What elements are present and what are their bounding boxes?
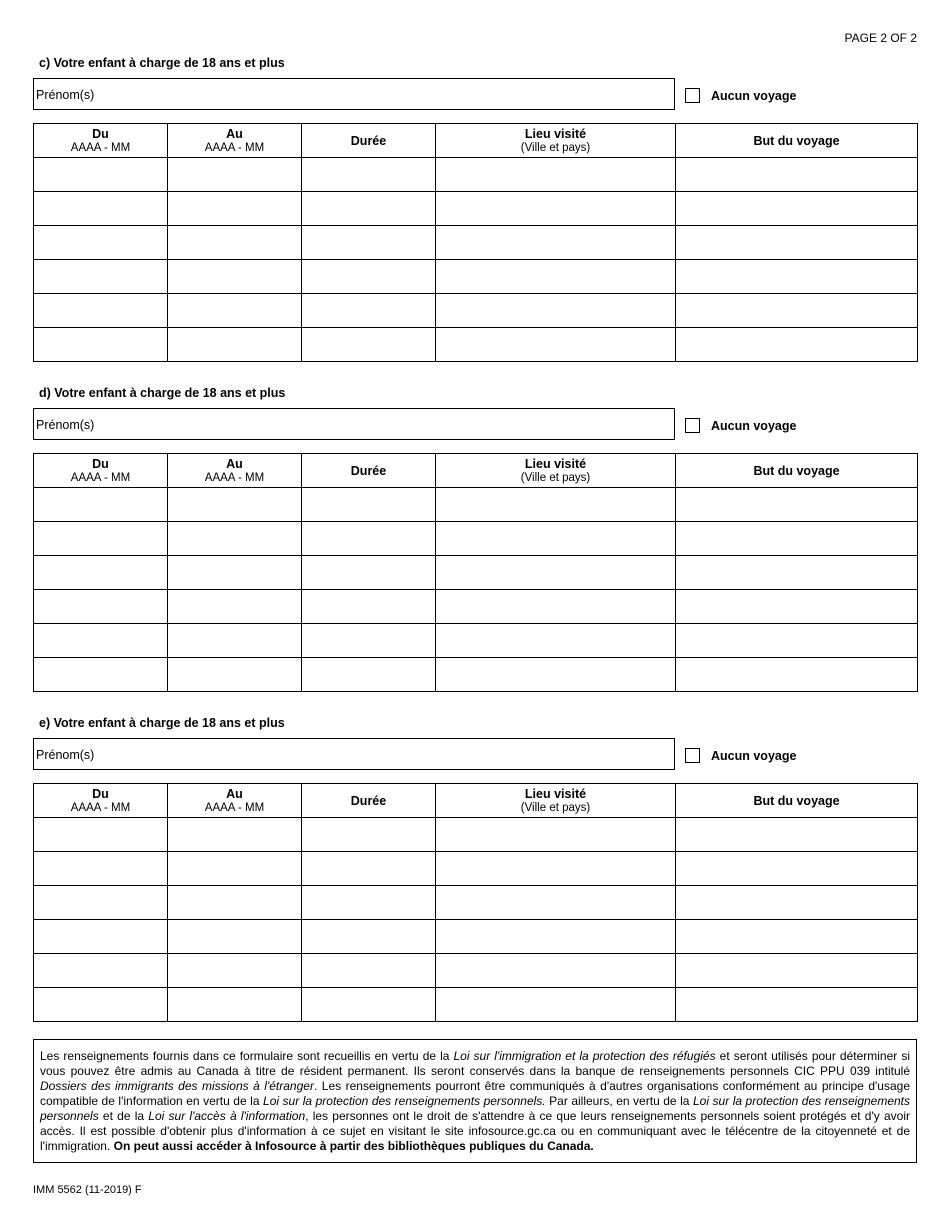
table-cell-input[interactable] (302, 294, 436, 328)
no-travel-label: Aucun voyage (711, 748, 797, 763)
table-cell-input[interactable] (676, 556, 918, 590)
table-cell-input[interactable] (676, 818, 918, 852)
table-cell-input[interactable] (436, 852, 676, 886)
travel-table-body (34, 158, 918, 362)
privacy-text: Les renseignements fournis dans ce formulaire sont recueillis en vertu de la (40, 1049, 454, 1063)
table-cell-input[interactable] (676, 886, 918, 920)
column-header (34, 784, 168, 818)
table-cell-input[interactable] (676, 328, 918, 362)
table-cell-input[interactable] (302, 954, 436, 988)
table-cell-input[interactable] (168, 192, 302, 226)
table-cell-input[interactable] (436, 294, 676, 328)
table-row (34, 818, 918, 852)
privacy-law-title: Loi sur la protection des renseignements personnels. (263, 1094, 546, 1108)
no-travel-option[interactable] (685, 748, 796, 763)
no-travel-checkbox[interactable] (685, 748, 700, 763)
table-row (34, 294, 918, 328)
table-cell-input[interactable] (436, 522, 676, 556)
travel-table-header (34, 454, 918, 488)
table-cell-input[interactable] (168, 624, 302, 658)
no-travel-label: Aucun voyage (711, 418, 797, 433)
table-cell-input[interactable] (676, 624, 918, 658)
table-row (34, 624, 918, 658)
column-header-label: Du (92, 126, 109, 141)
table-cell-input[interactable] (302, 624, 436, 658)
table-cell-input[interactable] (676, 158, 918, 192)
privacy-text: , les personnes ont le droit de s'attendre à ce que leurs renseignements personnels soient protégés et d'y avoir accès. Il est possible d'obtenir plus d'information à ce sujet en visitant le site infosource.gc.ca ou en communiquant avec le télécentre de la citoyenneté et de l'immigration. (40, 1109, 911, 1153)
table-cell-input[interactable] (302, 556, 436, 590)
table-cell-input[interactable] (34, 260, 168, 294)
column-header-label: Au (226, 126, 243, 141)
page-number: PAGE 2 OF 2 (844, 31, 917, 45)
privacy-text: Par ailleurs, en vertu de la (545, 1094, 693, 1108)
table-cell-input[interactable] (302, 328, 436, 362)
column-header (302, 784, 436, 818)
no-travel-checkbox[interactable] (685, 88, 700, 103)
table-row (34, 920, 918, 954)
table-row (34, 954, 918, 988)
travel-table (33, 123, 918, 362)
table-cell-input[interactable] (436, 590, 676, 624)
table-cell-input[interactable] (436, 488, 676, 522)
table-cell-input[interactable] (34, 294, 168, 328)
column-header (676, 124, 918, 158)
name-row (33, 408, 917, 443)
table-row (34, 522, 918, 556)
table-cell-input[interactable] (168, 522, 302, 556)
table-cell-input[interactable] (676, 658, 918, 692)
table-row (34, 260, 918, 294)
table-cell-input[interactable] (168, 590, 302, 624)
column-header-sublabel: AAAA - MM (70, 141, 131, 154)
column-header-sublabel: (Ville et pays) (520, 801, 591, 814)
table-row (34, 328, 918, 362)
column-header-sublabel: AAAA - MM (204, 141, 265, 154)
form-identifier: IMM 5562 (11-2019) F (33, 1184, 142, 1196)
column-header-label: Au (226, 456, 243, 471)
table-row (34, 658, 918, 692)
table-cell-input[interactable] (436, 886, 676, 920)
table-cell-input[interactable] (34, 988, 168, 1022)
table-cell-input[interactable] (34, 658, 168, 692)
table-cell-input[interactable] (302, 818, 436, 852)
table-cell-input[interactable] (302, 988, 436, 1022)
table-cell-input[interactable] (168, 158, 302, 192)
table-cell-input[interactable] (34, 328, 168, 362)
privacy-text: et de la (98, 1109, 149, 1123)
table-cell-input[interactable] (168, 852, 302, 886)
column-header-label: Lieu visité (524, 126, 587, 141)
column-header-sublabel: (Ville et pays) (520, 471, 591, 484)
column-header-sublabel: AAAA - MM (204, 471, 265, 484)
section-title: e) Votre enfant à charge de 18 ans et plus (39, 716, 285, 730)
table-row (34, 590, 918, 624)
first-name-field[interactable] (33, 738, 675, 770)
table-header-row (34, 454, 918, 488)
table-cell-input[interactable] (302, 522, 436, 556)
column-header (302, 454, 436, 488)
table-cell-input[interactable] (168, 658, 302, 692)
column-header-label: But du voyage (753, 133, 840, 148)
table-cell-input[interactable] (302, 590, 436, 624)
table-header-row (34, 784, 918, 818)
table-row (34, 192, 918, 226)
column-header-label: But du voyage (753, 463, 840, 478)
table-cell-input[interactable] (34, 852, 168, 886)
table-row (34, 488, 918, 522)
column-header-label: Durée (350, 793, 387, 808)
table-row (34, 886, 918, 920)
privacy-bank-title: Dossiers des immigrants des missions à l'étranger (40, 1079, 314, 1093)
table-cell-input[interactable] (34, 886, 168, 920)
column-header-label: Durée (350, 133, 387, 148)
table-cell-input[interactable] (34, 158, 168, 192)
table-cell-input[interactable] (34, 226, 168, 260)
table-cell-input[interactable] (168, 294, 302, 328)
table-cell-input[interactable] (34, 522, 168, 556)
table-cell-input[interactable] (676, 954, 918, 988)
table-cell-input[interactable] (168, 328, 302, 362)
table-cell-input[interactable] (168, 954, 302, 988)
column-header (34, 124, 168, 158)
table-cell-input[interactable] (676, 488, 918, 522)
table-header-row (34, 124, 918, 158)
column-header-label: Lieu visité (524, 456, 587, 471)
table-row (34, 556, 918, 590)
table-cell-input[interactable] (676, 590, 918, 624)
table-cell-input[interactable] (34, 818, 168, 852)
table-cell-input[interactable] (302, 260, 436, 294)
table-cell-input[interactable] (34, 590, 168, 624)
table-cell-input[interactable] (34, 624, 168, 658)
privacy-infosource-note: On peut aussi accéder à Infosource à partir des bibliothèques publiques du Canada. (113, 1139, 594, 1153)
table-cell-input[interactable] (168, 488, 302, 522)
column-header (676, 784, 918, 818)
privacy-notice (33, 1039, 917, 1163)
name-row (33, 738, 917, 773)
first-name-field[interactable] (33, 78, 675, 110)
column-header-label: Au (226, 786, 243, 801)
column-header-sublabel: AAAA - MM (204, 801, 265, 814)
table-cell-input[interactable] (436, 158, 676, 192)
table-cell-input[interactable] (34, 488, 168, 522)
table-cell-input[interactable] (436, 658, 676, 692)
first-name-label: Prénom(s) (36, 418, 95, 432)
no-travel-option[interactable] (685, 88, 796, 103)
table-cell-input[interactable] (34, 920, 168, 954)
table-cell-input[interactable] (436, 192, 676, 226)
privacy-law-title: Loi sur l'immigration et la protection des réfugiés (453, 1049, 716, 1063)
table-cell-input[interactable] (676, 852, 918, 886)
travel-table-body (34, 818, 918, 1022)
table-cell-input[interactable] (168, 226, 302, 260)
table-cell-input[interactable] (676, 294, 918, 328)
column-header (34, 454, 168, 488)
table-cell-input[interactable] (436, 260, 676, 294)
table-cell-input[interactable] (436, 988, 676, 1022)
column-header-label: Du (92, 456, 109, 471)
section-title: d) Votre enfant à charge de 18 ans et plus (39, 386, 286, 400)
column-header-sublabel: AAAA - MM (70, 471, 131, 484)
column-header-label: But du voyage (753, 793, 840, 808)
table-cell-input[interactable] (436, 226, 676, 260)
table-cell-input[interactable] (168, 556, 302, 590)
table-cell-input[interactable] (436, 328, 676, 362)
table-cell-input[interactable] (302, 192, 436, 226)
column-header (676, 454, 918, 488)
first-name-label: Prénom(s) (36, 748, 95, 762)
table-row (34, 988, 918, 1022)
table-cell-input[interactable] (168, 920, 302, 954)
table-cell-input[interactable] (676, 192, 918, 226)
table-cell-input[interactable] (676, 988, 918, 1022)
column-header-label: Lieu visité (524, 786, 587, 801)
table-cell-input[interactable] (676, 920, 918, 954)
section-title: c) Votre enfant à charge de 18 ans et plus (39, 56, 285, 70)
no-travel-option[interactable] (685, 418, 796, 433)
table-cell-input[interactable] (302, 158, 436, 192)
column-header (436, 124, 676, 158)
table-cell-input[interactable] (168, 260, 302, 294)
travel-table (33, 453, 918, 692)
table-cell-input[interactable] (168, 886, 302, 920)
table-cell-input[interactable] (302, 488, 436, 522)
travel-table (33, 783, 918, 1022)
privacy-law-title: Loi sur l'accès à l'information (148, 1109, 306, 1123)
column-header-sublabel: (Ville et pays) (520, 141, 591, 154)
table-cell-input[interactable] (302, 920, 436, 954)
table-cell-input[interactable] (302, 886, 436, 920)
table-cell-input[interactable] (676, 522, 918, 556)
table-cell-input[interactable] (436, 954, 676, 988)
table-cell-input[interactable] (302, 658, 436, 692)
privacy-text: . Les renseignements pourront être communiqués à d'autres organisations conformément au principe d'usage compatible de l'information en vertu de la (40, 1079, 910, 1108)
table-cell-input[interactable] (676, 260, 918, 294)
table-cell-input[interactable] (436, 920, 676, 954)
no-travel-checkbox[interactable] (685, 418, 700, 433)
table-cell-input[interactable] (168, 988, 302, 1022)
column-header (168, 124, 302, 158)
table-cell-input[interactable] (34, 954, 168, 988)
table-cell-input[interactable] (168, 818, 302, 852)
table-row (34, 852, 918, 886)
column-header (168, 784, 302, 818)
column-header (168, 454, 302, 488)
table-cell-input[interactable] (302, 226, 436, 260)
privacy-law-title: Loi sur la protection des renseignements personnels (40, 1094, 911, 1123)
no-travel-label: Aucun voyage (711, 88, 797, 103)
table-row (34, 226, 918, 260)
first-name-label: Prénom(s) (36, 88, 95, 102)
name-row (33, 78, 917, 113)
table-row (34, 158, 918, 192)
column-header-sublabel: AAAA - MM (70, 801, 131, 814)
column-header (302, 124, 436, 158)
table-cell-input[interactable] (34, 192, 168, 226)
travel-table-body (34, 488, 918, 692)
column-header (436, 784, 676, 818)
table-cell-input[interactable] (34, 556, 168, 590)
first-name-field[interactable] (33, 408, 675, 440)
travel-table-header (34, 784, 918, 818)
column-header (436, 454, 676, 488)
table-cell-input[interactable] (436, 818, 676, 852)
table-cell-input[interactable] (436, 556, 676, 590)
table-cell-input[interactable] (676, 226, 918, 260)
column-header-label: Durée (350, 463, 387, 478)
column-header-label: Du (92, 786, 109, 801)
table-cell-input[interactable] (302, 852, 436, 886)
privacy-text: et seront utilisés pour déterminer si vous pouvez être admis au Canada à titre de résident permanent. Ils seront conservés dans la banque de renseignements personnels CIC PPU 039 intitulé (40, 1049, 910, 1078)
travel-table-header (34, 124, 918, 158)
table-cell-input[interactable] (436, 624, 676, 658)
